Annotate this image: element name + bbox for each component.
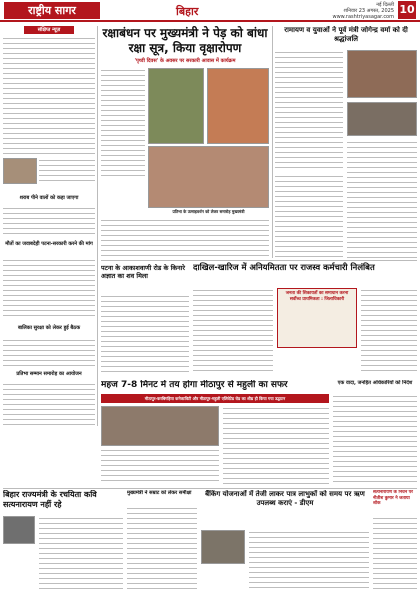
right-rule: [272, 26, 273, 258]
left-story-1-text: [3, 36, 95, 156]
bottom-left-story: [3, 490, 123, 592]
bottom-main-headline: बैंकिंग योजनाओं में तेजी लाकर पात्र लाभुकों को समय पर ऋण उपलब्ध कराएं - डीएम: [205, 490, 365, 507]
middle-left-text: [101, 294, 189, 374]
middle-main-text-1: [193, 288, 273, 374]
date-city: नई दिल्ली: [376, 2, 394, 8]
middle-left-headline: पटना के आकाशवाणी रोड के किनारे अज्ञात का शव मिला: [101, 264, 185, 280]
middle-quote-box: [277, 288, 357, 348]
lower-red-bar: मीठापुर-करबिगहिया कनेक्टविटी और मीठापुर-महुली एलिवेटेड रोड का शीघ्र ही किया गया उद्घाटन: [101, 394, 329, 403]
date-block: [333, 2, 395, 20]
middle-left-story: [101, 264, 189, 374]
lower-text-1: [101, 448, 219, 484]
lead-headline: रक्षाबंधन पर मुख्यमंत्री ने पेड़ को बांधा रक्षा सूत्र, किया वृक्षारोपण: [102, 26, 268, 55]
left-story-2-text: [3, 206, 95, 236]
right-top-photo-2: [347, 102, 417, 136]
left-story-3-text: [3, 258, 95, 318]
bottom-left-headline: बिहार राज्यमंत्री के रचयिता कवि सत्यनारायण नहीं रहे: [3, 490, 97, 509]
middle-main-headline: दाखिल-खारिज में अनियमितता पर राजस्व कर्मचारी निलंबित: [193, 262, 375, 272]
left-column-label: संक्षिप्त न्यूज़: [24, 26, 74, 34]
bottom-left-photo: [3, 516, 35, 544]
bottom-side-text: [373, 516, 417, 592]
bottom-mid-headline: मुख्यमंत्री ने सम्राट को लेकर समीक्षा: [127, 490, 192, 496]
middle-rule: [101, 260, 417, 261]
bottom-mid-text: [127, 506, 197, 592]
right-top-text-1: [275, 50, 343, 170]
lead-photo-2: [207, 68, 269, 144]
lower-right-head: एक वादा, जनहित अधिकारियों को निर्देश: [337, 380, 413, 386]
section-title: बिहार: [176, 5, 199, 18]
bottom-left-text: [39, 516, 123, 592]
lower-text-2: [223, 406, 329, 484]
right-top-story: [275, 26, 417, 258]
lead-photo-1: [148, 68, 204, 144]
lead-text-2: [101, 218, 269, 258]
right-top-text-3: [275, 174, 343, 258]
middle-main-text-2: [361, 288, 417, 374]
left-story-1b-text: [39, 158, 95, 184]
lower-headline: महज 7-8 मिनट में तय होगा मीठापुर से महुली का सफर: [101, 380, 288, 390]
lower-text-3: [333, 394, 417, 484]
right-top-text-2: [347, 140, 417, 258]
left-story-2-head: शराब पीने वालों को कहा जाएगा: [19, 195, 79, 201]
right-top-photo-1: [347, 50, 417, 98]
lead-text-1: [101, 68, 145, 178]
bottom-main-text: [249, 530, 369, 592]
lead-story: [101, 26, 269, 258]
left-story-4-head: बालिका सुरक्षा को लेकर हुई बैठक: [17, 325, 81, 331]
middle-quote-text: जनता की शिकायतों का समाधान करना सर्वोच्च प्राथमिकता : जिलाधिकारी: [285, 291, 349, 302]
masthead: राष्ट्रीय सागर: [4, 2, 100, 19]
right-top-headline: रामायण व युवाओं ने पूर्व मंत्री जोगेन्द्र वर्मा को दी श्रद्धांजलि: [284, 26, 408, 43]
lead-photo-3: [148, 146, 269, 208]
left-story-4-text: [3, 338, 95, 368]
page-header: [0, 0, 420, 22]
page-number: 10: [398, 1, 416, 19]
lead-caption: प्रतिभा के उत्साहवर्धन को लेकर समारोह मुख्यमंत्री: [172, 209, 245, 214]
lower-photo: [101, 406, 219, 446]
bottom-main-story: [201, 490, 369, 592]
bottom-side-headline: सत्यनारायण के निधन पर नीतीश कुमार ने जताया शोक: [373, 490, 413, 506]
lower-story: [101, 380, 417, 484]
left-story-5-head: प्रतिभा सम्मान समारोह का आयोजन: [16, 371, 82, 377]
middle-main-story: [193, 262, 417, 374]
website-link[interactable]: www.rashtriyasagar.com: [332, 14, 394, 20]
bottom-rule: [3, 488, 417, 489]
bottom-mid-story: [127, 490, 197, 592]
column-rule: [97, 26, 98, 426]
left-story-photo: [3, 158, 37, 184]
date-text: शनिवार 23 अगस्त, 2025: [343, 8, 394, 14]
lead-subhead: 'पृथ्वी दिवस' के अवसर पर सरकारी आवास में कार्यक्रम: [134, 58, 236, 64]
left-story-3-head: मौतों का जवाबदेही पटना-सरकारी करने की मांग: [5, 241, 93, 247]
left-story-5-text: [3, 382, 95, 428]
bottom-main-photo: [201, 530, 245, 564]
bottom-side-story: [373, 490, 417, 592]
left-column: [3, 26, 95, 428]
